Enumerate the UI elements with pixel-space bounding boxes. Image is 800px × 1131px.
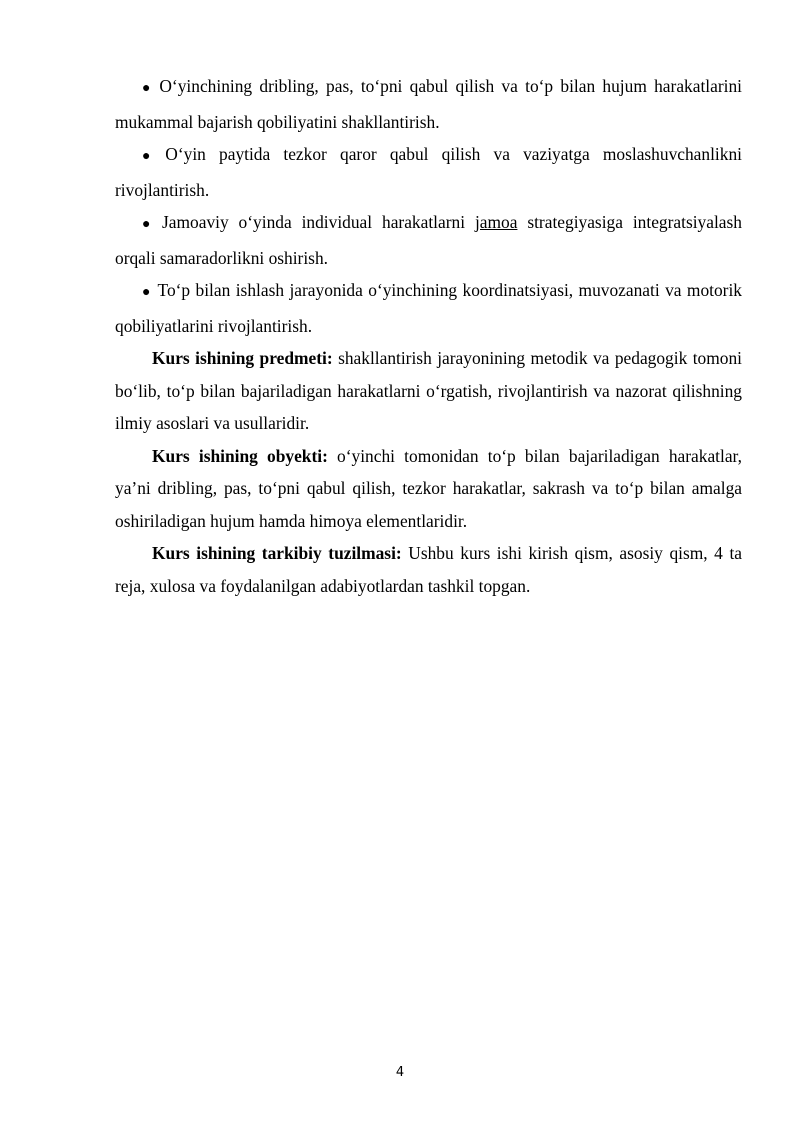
paragraph-text: o‘yinchi tomonidan to‘p bilan bajariladigan harakatlar, ya’ni dribling, pas, to‘pni qabul qilish, tezkor harakatlar, sakrash va to‘p bilan amalga oshiriladigan hujum hamda himoya elementlaridir. bbox=[115, 445, 742, 531]
page-number: 4 bbox=[395, 1065, 405, 1080]
paragraph-label: Kurs ishining predmeti: bbox=[152, 348, 333, 368]
bullet-text: O‘yin paytida tezkor qaror qabul qilish va vaziyatga moslashuvchanlikni rivojlantirish. bbox=[115, 144, 742, 200]
bullet-icon: ● bbox=[142, 149, 160, 164]
document-page bbox=[115, 70, 742, 602]
paragraph-object bbox=[115, 440, 742, 538]
paragraph-label: Kurs ishining tarkibiy tuzilmasi: bbox=[152, 543, 402, 563]
bullet-icon: ● bbox=[142, 285, 152, 300]
bullet-item bbox=[115, 70, 742, 138]
bullet-text: strategiyasiga integratsiyalash orqali samaradorlikni oshirish. bbox=[115, 212, 742, 268]
bullet-item bbox=[115, 138, 742, 206]
bullet-text: To‘p bilan ishlash jarayonida o‘yinchining koordinatsiyasi, muvozanati va motorik qobiliyatlarini rivojlantirish. bbox=[115, 280, 742, 336]
paragraph-label: Kurs ishining obyekti: bbox=[152, 445, 328, 466]
bullet-icon: ● bbox=[142, 81, 154, 96]
paragraph-text: Ushbu kurs ishi kirish qism, asosiy qism, 4 ta reja, xulosa va foydalanilgan adabiyotlardan tashkil topgan. bbox=[115, 543, 742, 596]
bullet-text: Jamoaviy o‘yinda individual harakatlarni bbox=[162, 212, 475, 232]
paragraph-subject bbox=[115, 342, 742, 440]
paragraph-text: shakllantirish jarayonining metodik va pedagogik tomoni bo‘lib, to‘p bilan bajariladigan harakatlarni o‘rgatish, rivojlantirish va nazorat qilishning ilmiy asoslari va usullaridir. bbox=[115, 348, 742, 433]
bullet-text: O‘yinchining dribling, pas, to‘pni qabul qilish va to‘p bilan hujum harakatlarini mukammal bajarish qobiliyatini shakllantirish. bbox=[115, 76, 742, 132]
bullet-item bbox=[115, 274, 742, 342]
paragraph-structure bbox=[115, 537, 742, 602]
bullet-icon: ● bbox=[142, 217, 157, 232]
bullet-item bbox=[115, 206, 742, 274]
underlined-word: jamoa bbox=[474, 212, 518, 232]
